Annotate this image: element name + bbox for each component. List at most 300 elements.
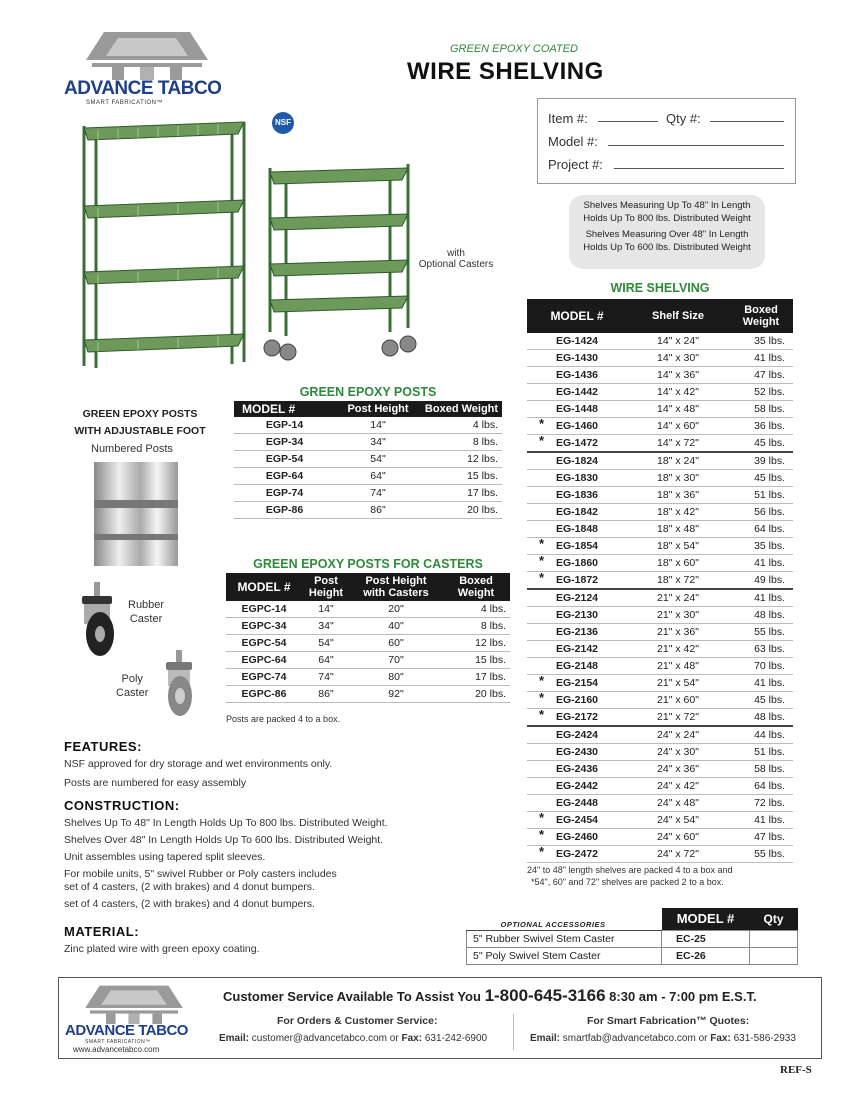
shelf-size-cell: 21" x 60" xyxy=(627,692,729,709)
model-number: EG-1472 xyxy=(555,437,599,449)
quotes-fax-label: Fax: xyxy=(710,1033,731,1044)
weight-cell: 55 lbs. xyxy=(729,624,793,641)
rubber-caster-label xyxy=(128,598,164,626)
table-row xyxy=(234,485,502,502)
model-number: EG-2442 xyxy=(555,780,599,792)
table-row xyxy=(527,418,793,435)
brand-name: ADVANCE TABCO xyxy=(64,78,222,99)
height-cell: 86" xyxy=(335,502,421,519)
column-header: Post Height with Casters xyxy=(350,573,442,601)
accessories-title: OPTIONAL ACCESSORIES xyxy=(467,908,662,930)
table-row xyxy=(527,572,793,590)
height-cell: 34" xyxy=(335,434,421,451)
model-number: EG-1842 xyxy=(555,506,599,518)
model-number: EG-2472 xyxy=(555,848,599,860)
weight-cell: 44 lbs. xyxy=(729,726,793,744)
casters-caption-line-2: Optional Casters xyxy=(418,259,494,270)
model-cell xyxy=(527,744,627,761)
weight-cell: 52 lbs. xyxy=(729,384,793,401)
footer xyxy=(58,977,822,1059)
model-number: EG-1860 xyxy=(555,557,599,569)
model-cell xyxy=(527,504,627,521)
footer-brand-subtitle: SMART FABRICATION™ xyxy=(85,1039,151,1045)
table-row xyxy=(234,451,502,468)
posts-feature-line-1: GREEN EPOXY POSTS xyxy=(82,408,198,420)
orders-fax-label: Fax: xyxy=(401,1033,423,1044)
item-label: Item #: xyxy=(548,111,588,126)
page-subtitle: GREEN EPOXY COATED xyxy=(450,43,578,55)
packing-star-marker: * xyxy=(539,553,545,568)
list-item: set of 4 casters, (2 with brakes) and 4 donut bumpers. xyxy=(64,898,315,910)
model-cell xyxy=(527,658,627,675)
quotes-contact xyxy=(530,1033,796,1044)
shelf-size-cell: 21" x 72" xyxy=(627,709,729,727)
weight-cell: 20 lbs. xyxy=(421,502,502,519)
posts-packing-note: Posts are packed 4 to a box. xyxy=(226,714,341,724)
column-header: Post Height xyxy=(335,401,421,417)
model-cell xyxy=(527,487,627,504)
model-cell xyxy=(527,829,627,846)
model-cell: EGP-34 xyxy=(234,434,335,451)
table-row xyxy=(527,367,793,384)
material-heading: MATERIAL: xyxy=(64,924,140,939)
shelf-size-cell: 24" x 42" xyxy=(627,778,729,795)
height-cell: 54" xyxy=(302,635,350,652)
list-item: For mobile units, 5" swivel Rubber or Poly casters includes xyxy=(64,868,337,880)
posts-feature-caption xyxy=(60,406,220,440)
footer-divider xyxy=(513,1014,514,1050)
list-item: set of 4 casters, (2 with brakes) and 4 donut bumpers. xyxy=(64,881,315,893)
model-cell: EGP-64 xyxy=(234,468,335,485)
packing-star-marker: * xyxy=(539,707,545,722)
shelf-size-cell: 21" x 30" xyxy=(627,607,729,624)
model-cell xyxy=(527,726,627,744)
list-item: Unit assembles using tapered split sleeves. xyxy=(64,851,266,863)
table-row xyxy=(527,504,793,521)
orders-contact xyxy=(219,1033,487,1044)
capacity-notes xyxy=(569,195,765,269)
table-header-row xyxy=(234,401,502,417)
list-item: Posts are numbered for easy assembly xyxy=(64,777,247,789)
table-row xyxy=(527,401,793,418)
table-row xyxy=(527,521,793,538)
quotes-or: or xyxy=(698,1033,708,1044)
caster-posts-table xyxy=(226,573,510,703)
quotes-email-label: Email: xyxy=(530,1033,561,1044)
model-number: EG-1872 xyxy=(555,574,599,586)
poly-caster-image xyxy=(158,650,202,718)
features-list xyxy=(64,756,332,792)
orders-email-link[interactable]: customer@advancetabco.com xyxy=(251,1033,388,1044)
table-row xyxy=(234,468,502,485)
weight-cell: 45 lbs. xyxy=(729,470,793,487)
table-row xyxy=(527,658,793,675)
weight-cell: 45 lbs. xyxy=(729,435,793,453)
table-row xyxy=(527,641,793,658)
shelf-size-cell: 14" x 30" xyxy=(627,350,729,367)
weight-cell: 15 lbs. xyxy=(442,652,510,669)
model-cell xyxy=(527,538,627,555)
table-row xyxy=(527,470,793,487)
model-cell xyxy=(527,624,627,641)
table-row xyxy=(527,778,793,795)
weight-cell: 48 lbs. xyxy=(729,607,793,624)
item-info-box xyxy=(537,98,796,184)
model-cell: EGPC-86 xyxy=(226,686,302,703)
height-cell: 74" xyxy=(302,669,350,686)
model-number: EG-2142 xyxy=(555,643,599,655)
casters-caption-line-1: with xyxy=(447,248,465,259)
quotes-email-link[interactable]: smartfab@advancetabco.com xyxy=(562,1033,696,1044)
model-number: EG-2448 xyxy=(555,797,599,809)
model-number: EG-2124 xyxy=(555,592,599,604)
model-cell: EGPC-54 xyxy=(226,635,302,652)
mobile-shelving-unit-image xyxy=(262,160,418,366)
shelving-unit-image xyxy=(78,118,258,370)
table-row xyxy=(527,726,793,744)
poly-caster-line-1: Poly xyxy=(121,673,143,685)
shelf-size-cell: 14" x 60" xyxy=(627,418,729,435)
accessory-description: 5" Rubber Swivel Stem Caster xyxy=(467,930,662,947)
packing-star-marker: * xyxy=(539,570,545,585)
weight-cell: 15 lbs. xyxy=(421,468,502,485)
height-cell: 64" xyxy=(335,468,421,485)
features-heading: FEATURES: xyxy=(64,739,142,754)
table-row xyxy=(527,675,793,692)
height-cell: 86" xyxy=(302,686,350,703)
project-label: Project #: xyxy=(548,157,603,172)
model-cell xyxy=(527,572,627,590)
list-item: Shelves Over 48" In Length Holds Up To 600 lbs. Distributed Weight. xyxy=(64,834,384,846)
model-number: EG-2172 xyxy=(555,711,599,723)
list-item: Shelves Up To 48" In Length Holds Up To 800 lbs. Distributed Weight. xyxy=(64,817,388,829)
packing-star-marker: * xyxy=(539,416,545,431)
weight-cell: 49 lbs. xyxy=(729,572,793,590)
rubber-caster-line-1: Rubber xyxy=(128,599,165,611)
model-number: EG-2130 xyxy=(555,609,599,621)
nsf-badge-icon xyxy=(272,112,294,134)
rubber-caster-line-2: Caster xyxy=(129,613,163,625)
list-item: NSF approved for dry storage and wet environments only. xyxy=(64,758,333,770)
weight-cell: 47 lbs. xyxy=(729,829,793,846)
shelf-packing-note-line-1: 24" to 48" length shelves are packed 4 to a box and xyxy=(527,865,733,875)
shelf-size-cell: 21" x 24" xyxy=(627,589,729,607)
footer-website[interactable]: www.advancetabco.com xyxy=(73,1045,160,1054)
weight-cell: 35 lbs. xyxy=(729,333,793,350)
table-row xyxy=(226,686,510,703)
height-cell: 64" xyxy=(302,652,350,669)
weight-cell: 51 lbs. xyxy=(729,487,793,504)
posts-feature-line-2: WITH ADJUSTABLE FOOT xyxy=(74,425,206,437)
shelf-size-cell: 24" x 60" xyxy=(627,829,729,846)
model-cell: EGPC-74 xyxy=(226,669,302,686)
shelf-size-cell: 21" x 42" xyxy=(627,641,729,658)
brand-logo xyxy=(64,30,224,106)
material-text: Zinc plated wire with green epoxy coating. xyxy=(64,943,260,955)
table-row xyxy=(527,350,793,367)
caster-posts-table-title: GREEN EPOXY POSTS FOR CASTERS xyxy=(253,557,483,571)
model-number: EG-1424 xyxy=(555,335,599,347)
model-cell: EGP-54 xyxy=(234,451,335,468)
model-cell xyxy=(527,555,627,572)
model-cell: EGPC-64 xyxy=(226,652,302,669)
accessory-qty-field[interactable] xyxy=(750,930,798,947)
note-line-2: Holds Up To 800 lbs. Distributed Weight xyxy=(583,213,751,224)
model-number: EG-2460 xyxy=(555,831,599,843)
shelf-size-cell: 18" x 24" xyxy=(627,452,729,470)
posts-table-title: GREEN EPOXY POSTS xyxy=(299,385,437,399)
service-hours: 8:30 am - 7:00 pm E.S.T. xyxy=(609,989,757,1004)
weight-cell: 70 lbs. xyxy=(729,658,793,675)
table-row xyxy=(226,618,510,635)
model-number: EG-1854 xyxy=(555,540,599,552)
table-row xyxy=(527,624,793,641)
table-row xyxy=(527,555,793,572)
nsf-label: NSF xyxy=(275,118,291,127)
column-header: MODEL # xyxy=(527,299,627,333)
shelf-packing-note-line-2: *54", 60" and 72" shelves are packed 2 to a box. xyxy=(531,877,724,887)
model-cell: EGP-14 xyxy=(234,417,335,434)
model-number: EG-1460 xyxy=(555,420,599,432)
shelf-size-cell: 18" x 42" xyxy=(627,504,729,521)
weight-cell: 41 lbs. xyxy=(729,675,793,692)
numbered-post-image xyxy=(94,462,178,566)
model-number: EG-1824 xyxy=(555,455,599,467)
table-row xyxy=(527,709,793,727)
item-field[interactable] xyxy=(598,121,658,122)
weight-cell: 41 lbs. xyxy=(729,812,793,829)
table-row xyxy=(527,384,793,401)
table-row xyxy=(527,452,793,470)
poly-caster-label xyxy=(116,672,148,700)
packing-star-marker: * xyxy=(539,673,545,688)
table-row xyxy=(527,795,793,812)
weight-cell: 4 lbs. xyxy=(421,417,502,434)
quotes-fax-number: 631-586-2933 xyxy=(733,1033,796,1044)
table-row xyxy=(234,502,502,519)
model-cell xyxy=(527,709,627,727)
weight-cell: 4 lbs. xyxy=(442,601,510,618)
weight-cell: 17 lbs. xyxy=(442,669,510,686)
model-cell xyxy=(527,470,627,487)
model-cell xyxy=(527,418,627,435)
casters-caption xyxy=(414,248,498,270)
model-cell xyxy=(527,607,627,624)
accessory-description: 5" Poly Swivel Stem Caster xyxy=(467,947,662,964)
model-cell xyxy=(527,384,627,401)
logo-mark-icon xyxy=(82,30,212,80)
table-row xyxy=(527,744,793,761)
height-casters-cell: 20" xyxy=(350,601,442,618)
column-header: Boxed Weight xyxy=(729,299,793,333)
weight-cell: 12 lbs. xyxy=(421,451,502,468)
table-header-row xyxy=(226,573,510,601)
shelf-size-cell: 18" x 36" xyxy=(627,487,729,504)
shelf-size-cell: 21" x 48" xyxy=(627,658,729,675)
weight-cell: 36 lbs. xyxy=(729,418,793,435)
model-number: EG-2436 xyxy=(555,763,599,775)
shelf-packing-note xyxy=(527,864,733,888)
model-number: EG-1836 xyxy=(555,489,599,501)
packing-star-marker: * xyxy=(539,827,545,842)
ref-code: REF-S xyxy=(780,1064,812,1076)
shelf-size-cell: 18" x 48" xyxy=(627,521,729,538)
weight-cell: 8 lbs. xyxy=(421,434,502,451)
wire-table-title: WIRE SHELVING xyxy=(610,281,710,295)
shelf-size-cell: 14" x 48" xyxy=(627,401,729,418)
table-row xyxy=(527,589,793,607)
project-field[interactable] xyxy=(614,168,784,169)
model-cell xyxy=(527,692,627,709)
table-row xyxy=(527,435,793,453)
shelf-size-cell: 24" x 54" xyxy=(627,812,729,829)
weight-cell: 45 lbs. xyxy=(729,692,793,709)
height-casters-cell: 70" xyxy=(350,652,442,669)
poly-caster-line-2: Caster xyxy=(116,687,149,699)
model-cell: EGPC-14 xyxy=(226,601,302,618)
table-header-row xyxy=(467,908,798,930)
table-row xyxy=(527,812,793,829)
wire-shelving-table xyxy=(527,299,793,863)
shelf-size-cell: 18" x 30" xyxy=(627,470,729,487)
shelf-size-cell: 14" x 24" xyxy=(627,333,729,350)
model-number: EG-2430 xyxy=(555,746,599,758)
table-row xyxy=(527,607,793,624)
shelf-size-cell: 24" x 36" xyxy=(627,761,729,778)
height-cell: 34" xyxy=(302,618,350,635)
model-cell xyxy=(527,452,627,470)
rubber-caster-image xyxy=(74,582,126,658)
weight-cell: 63 lbs. xyxy=(729,641,793,658)
phone-number[interactable]: 1-800-645-3166 xyxy=(484,986,606,1005)
weight-cell: 64 lbs. xyxy=(729,778,793,795)
shelf-size-cell: 18" x 72" xyxy=(627,572,729,590)
shelf-size-cell: 14" x 42" xyxy=(627,384,729,401)
weight-cell: 41 lbs. xyxy=(729,350,793,367)
model-cell xyxy=(527,350,627,367)
height-casters-cell: 60" xyxy=(350,635,442,652)
construction-heading: CONSTRUCTION: xyxy=(64,798,180,813)
shelf-size-cell: 24" x 48" xyxy=(627,795,729,812)
accessory-qty-field[interactable] xyxy=(750,947,798,964)
weight-cell: 35 lbs. xyxy=(729,538,793,555)
model-cell xyxy=(527,761,627,778)
shelf-size-cell: 18" x 54" xyxy=(627,538,729,555)
note-line-4: Holds Up To 600 lbs. Distributed Weight xyxy=(583,242,751,253)
model-number: EG-1430 xyxy=(555,352,599,364)
height-cell: 74" xyxy=(335,485,421,502)
model-cell xyxy=(527,521,627,538)
accessory-model: EC-25 xyxy=(662,930,750,947)
table-row xyxy=(226,635,510,652)
note-line-1: Shelves Measuring Up To 48" In Length xyxy=(583,200,751,211)
table-row xyxy=(527,538,793,555)
service-text: Customer Service Available To Assist You xyxy=(223,989,481,1004)
brand-subtitle: SMART FABRICATION™ xyxy=(86,100,164,106)
model-number: EG-1830 xyxy=(555,472,599,484)
model-cell xyxy=(527,812,627,829)
weight-cell: 58 lbs. xyxy=(729,761,793,778)
model-number: EG-1448 xyxy=(555,403,599,415)
weight-cell: 17 lbs. xyxy=(421,485,502,502)
model-cell xyxy=(527,641,627,658)
model-number: EG-2454 xyxy=(555,814,599,826)
model-cell xyxy=(527,333,627,350)
table-row xyxy=(234,417,502,434)
model-number: EG-1442 xyxy=(555,386,599,398)
table-row xyxy=(527,487,793,504)
model-cell: EGP-86 xyxy=(234,502,335,519)
orders-title: For Orders & Customer Service: xyxy=(277,1015,438,1027)
weight-cell: 8 lbs. xyxy=(442,618,510,635)
model-cell xyxy=(527,675,627,692)
orders-or: or xyxy=(389,1033,399,1044)
table-row xyxy=(527,692,793,709)
weight-cell: 20 lbs. xyxy=(442,686,510,703)
height-cell: 14" xyxy=(335,417,421,434)
footer-logo-mark-icon xyxy=(79,984,189,1024)
model-cell: EGP-74 xyxy=(234,485,335,502)
model-cell xyxy=(527,435,627,453)
packing-star-marker: * xyxy=(539,433,545,448)
height-casters-cell: 92" xyxy=(350,686,442,703)
table-row xyxy=(467,947,798,964)
shelf-size-cell: 24" x 72" xyxy=(627,846,729,863)
weight-cell: 55 lbs. xyxy=(729,846,793,863)
model-number: EG-2160 xyxy=(555,694,599,706)
model-cell: EGPC-34 xyxy=(226,618,302,635)
table-row xyxy=(467,930,798,947)
shelf-size-cell: 18" x 60" xyxy=(627,555,729,572)
table-row xyxy=(234,434,502,451)
table-row xyxy=(226,669,510,686)
model-label: Model #: xyxy=(548,134,598,149)
shelf-size-cell: 14" x 72" xyxy=(627,435,729,453)
model-number: EG-2148 xyxy=(555,660,599,672)
accessories-table xyxy=(466,908,798,965)
weight-cell: 12 lbs. xyxy=(442,635,510,652)
packing-star-marker: * xyxy=(539,690,545,705)
orders-email-label: Email: xyxy=(219,1033,250,1044)
packing-star-marker: * xyxy=(539,810,545,825)
model-field[interactable] xyxy=(608,145,784,146)
column-header: Qty xyxy=(750,908,798,930)
packing-star-marker: * xyxy=(539,844,545,859)
column-header: MODEL # xyxy=(662,908,750,930)
column-header: Post Height xyxy=(302,573,350,601)
model-cell xyxy=(527,778,627,795)
column-header: MODEL # xyxy=(234,401,335,417)
table-header-row xyxy=(527,299,793,333)
service-line xyxy=(223,986,757,1006)
numbered-posts-label: Numbered Posts xyxy=(91,443,173,455)
qty-field[interactable] xyxy=(710,121,784,122)
height-casters-cell: 80" xyxy=(350,669,442,686)
model-cell xyxy=(527,401,627,418)
accessory-model: EC-26 xyxy=(662,947,750,964)
model-number: EG-2424 xyxy=(555,729,599,741)
weight-cell: 58 lbs. xyxy=(729,401,793,418)
footer-brand: ADVANCE TABCO xyxy=(65,1022,188,1039)
shelf-size-cell: 24" x 30" xyxy=(627,744,729,761)
weight-cell: 72 lbs. xyxy=(729,795,793,812)
column-header: Boxed Weight xyxy=(421,401,502,417)
table-row xyxy=(527,761,793,778)
note-line-3: Shelves Measuring Over 48" In Length xyxy=(585,229,749,240)
shelf-size-cell: 24" x 24" xyxy=(627,726,729,744)
shelf-size-cell: 21" x 36" xyxy=(627,624,729,641)
weight-cell: 39 lbs. xyxy=(729,452,793,470)
